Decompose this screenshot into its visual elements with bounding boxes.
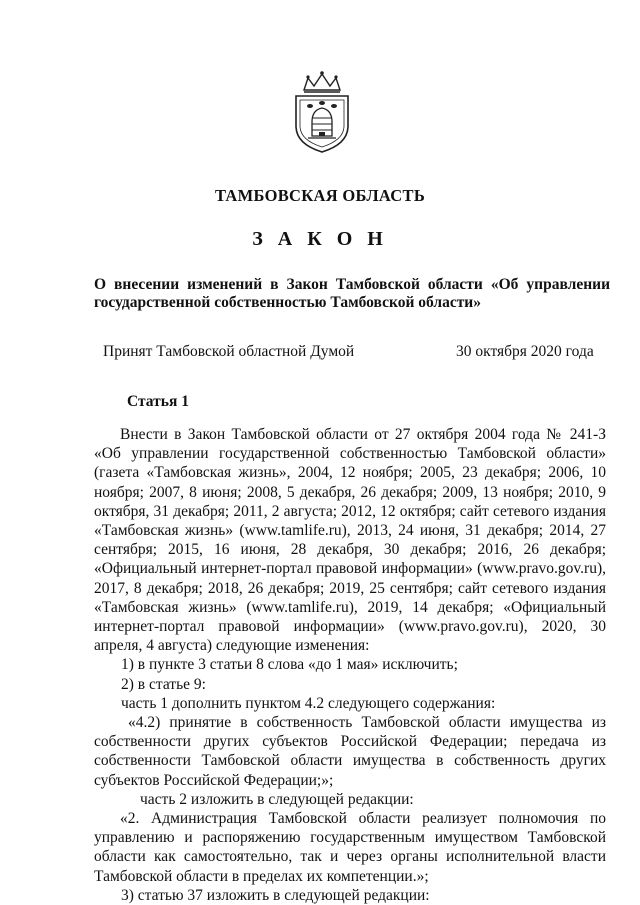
adopted-by: Принят Тамбовской областной Думой: [103, 343, 355, 360]
coat-of-arms: [290, 70, 354, 154]
coat-of-arms-icon: [290, 70, 354, 154]
article-paragraph: 1) в пункте 3 статьи 8 слова «до 1 мая» исключить;: [121, 656, 458, 674]
article-paragraph: часть 2 изложить в следующей редакции:: [140, 790, 414, 808]
article-paragraph: Внести в Закон Тамбовской области от 27 октября 2004 года № 241-З «Об управлении государственной собственностью Тамбовской области» (газета «Тамбовская жизнь», 2004, 12 ноября; 2005, 23 декабря; 2006, 10 ноября; 2007, 8 июня; 2008, 5 декабря, 26 декабря; 2009, 13 ноября; 2010, 9 октября, 31 декабря; 2011, 2 августа; 2012, 12 октября; сайт сетевого издания «Тамбовская жизнь» (www.tamlife.ru), 2013, 24 июня, 31 декабря; 2014, 27 сентября; 2015, 16 июня, 28 декабря, 30 декабря; 2016, 26 декабря; «Официальный интернет-портал правовой информации» (www.pravo.gov.ru), 2017, 8 декабря; 2018, 26 декабря; 2019, 25 сентября; сайт сетевого издания «Тамбовская жизнь» (www.tamlife.ru), 2019, 14 декабря; «Официальный интернет-портал правовой информации» (www.pravo.gov.ru), 2020, 30 апреля, 4 августа) следующие изменения:: [94, 426, 606, 655]
adoption-date: 30 октября 2020 года: [456, 343, 594, 360]
region-title: ТАМБОВСКАЯ ОБЛАСТЬ: [214, 186, 426, 205]
article-paragraph: 2) в статье 9:: [121, 675, 206, 693]
article-paragraph: часть 1 дополнить пунктом 4.2 следующего содержания:: [121, 694, 496, 712]
article-paragraph: 3) статью 37 изложить в следующей редакции:: [121, 886, 430, 904]
article-paragraph: «2. Администрация Тамбовской области реализует полномочия по управлению и распоряжению государственным имуществом Тамбовской области как самостоятельно, так и через органы исполнительной власти Тамбовской области в пределах их компетенции.»;: [94, 810, 606, 885]
article-heading: Статья 1: [127, 393, 189, 410]
document-type: З А К О Н: [252, 228, 388, 250]
article-paragraph: «4.2) принятие в собственность Тамбовской области имущества из собственности других субъектов Российской Федерации; передача из собственности Тамбовской области имущества в собственность других субъектов Российской Федерации;»;: [94, 714, 606, 789]
article-body: [94, 425, 606, 905]
law-subject: О внесении изменений в Закон Тамбовской области «Об управлении государственной собственностью Тамбовской области»: [94, 276, 610, 311]
